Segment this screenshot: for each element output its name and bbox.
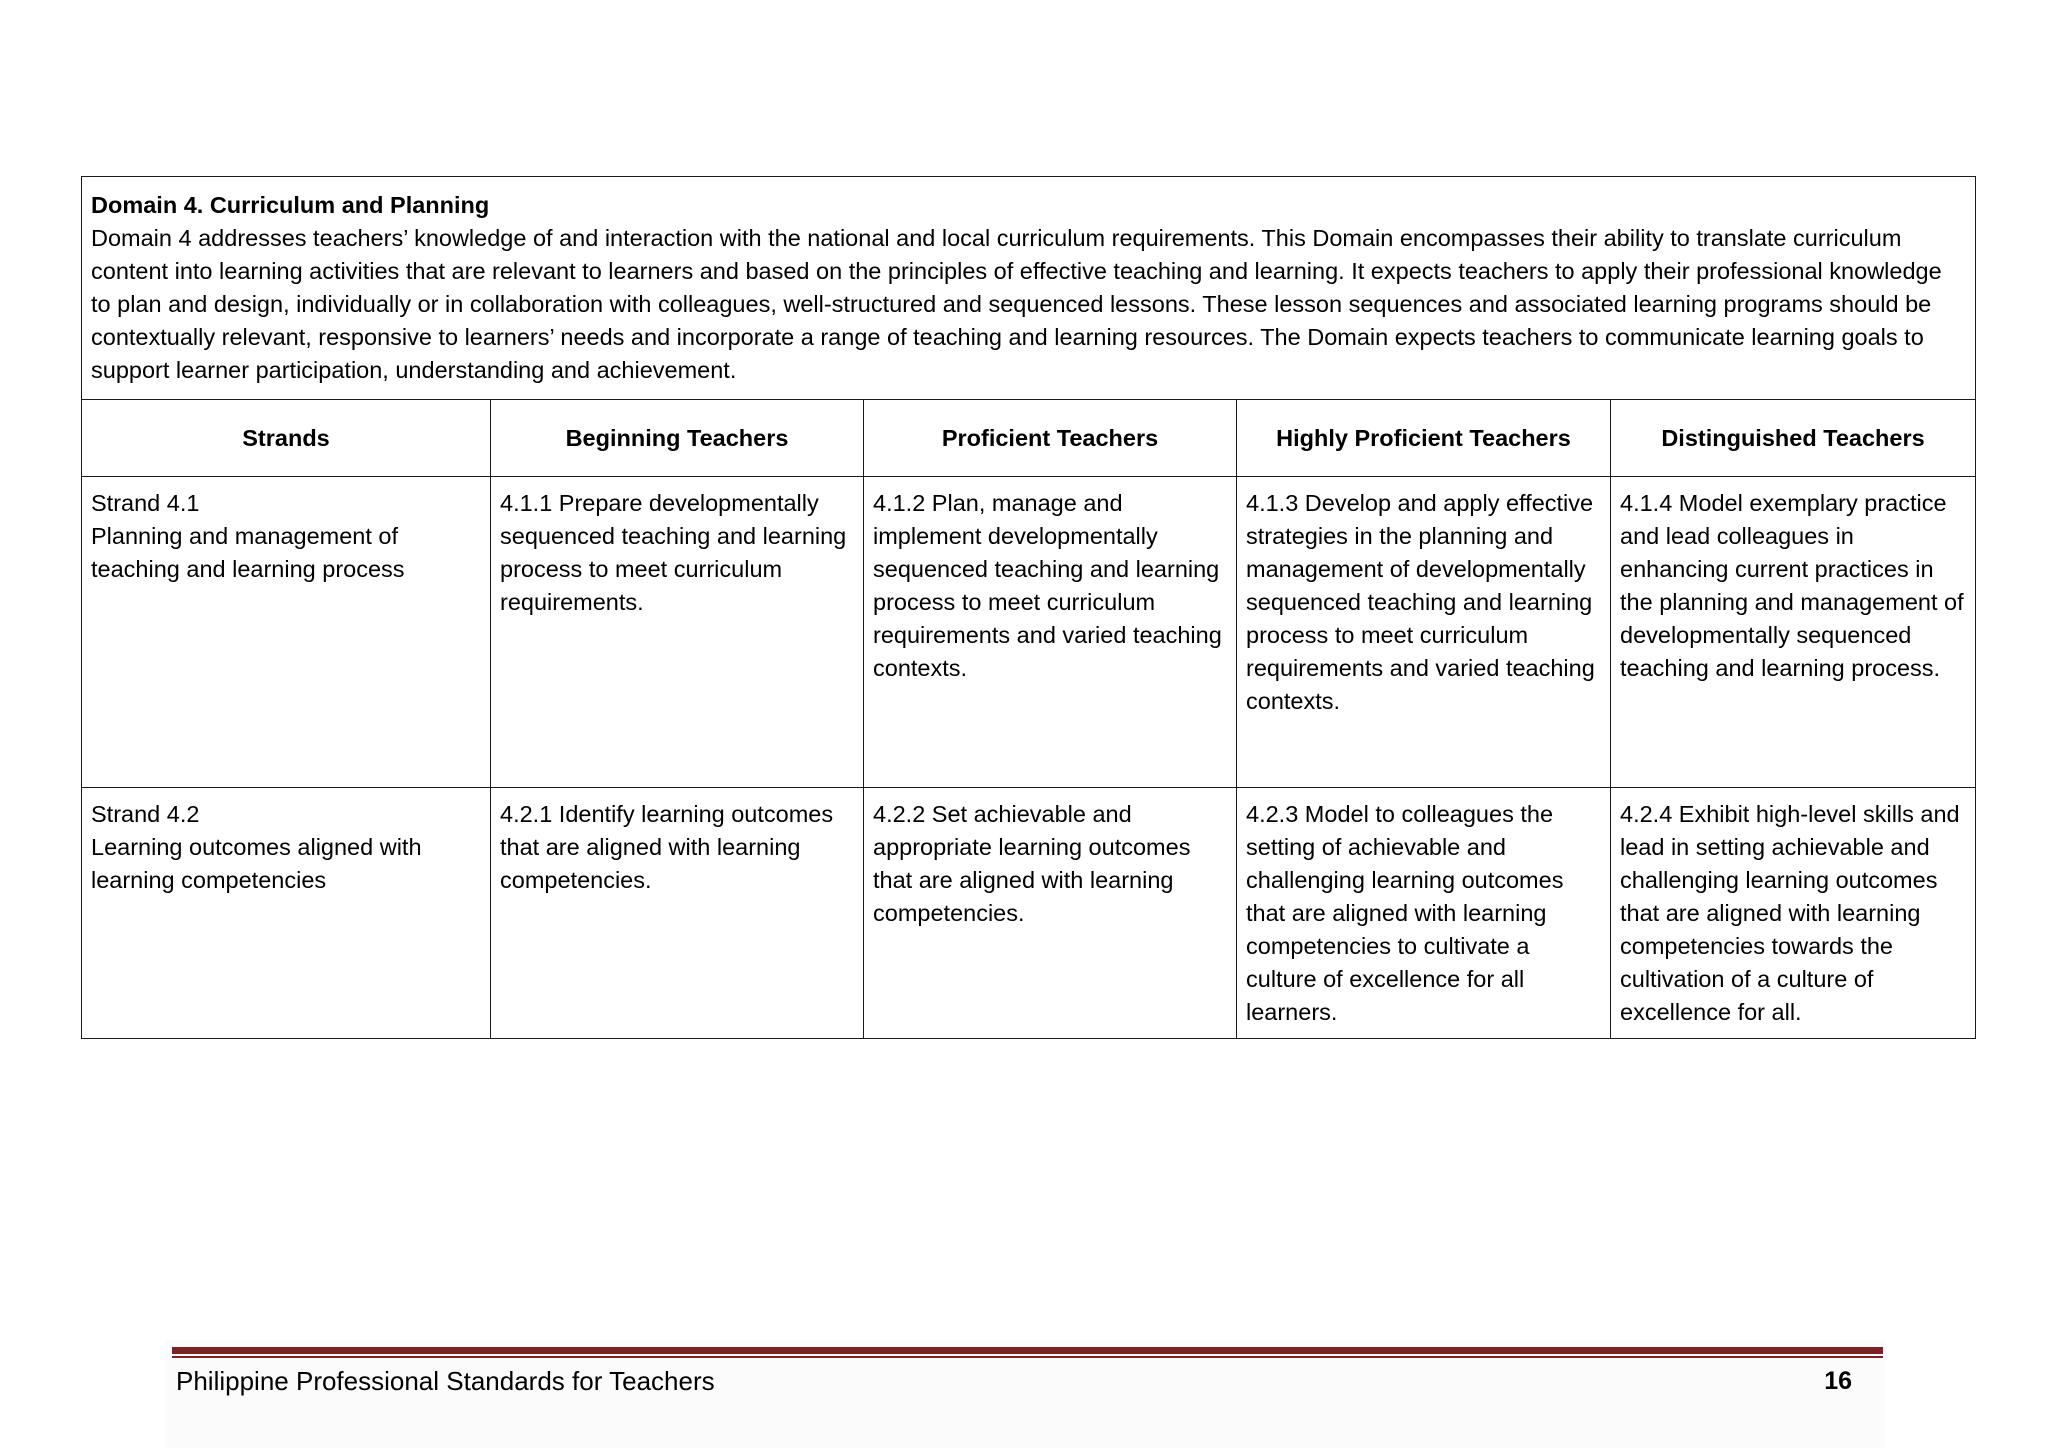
highly-proficient-cell: 4.2.3 Model to colleagues the setting of achievable and challenging learning outcomes that are aligned with learning competencies to cultivate a culture of excellence for all learners. [1237, 788, 1611, 1039]
column-header-proficient: Proficient Teachers [864, 400, 1237, 477]
domain-cell [82, 177, 1976, 400]
domain-row [82, 177, 1976, 400]
highly-proficient-cell: 4.1.3 Develop and apply effective strategies in the planning and management of developmentally sequenced teaching and learning process to meet curriculum requirements and varied teaching contexts. [1237, 477, 1611, 788]
beginning-cell: 4.2.1 Identify learning outcomes that are aligned with learning competencies. [491, 788, 864, 1039]
footer-rule [172, 1347, 1883, 1358]
column-header-highly-proficient: Highly Proficient Teachers [1237, 400, 1611, 477]
strand-title: Learning outcomes aligned with learning competencies [91, 834, 422, 893]
strand-id: Strand 4.2 [91, 801, 200, 827]
table-row [82, 477, 1976, 788]
standards-table [81, 176, 1976, 1039]
proficient-cell: 4.1.2 Plan, manage and implement developmentally sequenced teaching and learning process to meet curriculum requirements and varied teaching contexts. [864, 477, 1237, 788]
strand-cell [82, 477, 491, 788]
column-header-distinguished: Distinguished Teachers [1611, 400, 1976, 477]
proficient-cell: 4.2.2 Set achievable and appropriate learning outcomes that are aligned with learning competencies. [864, 788, 1237, 1039]
distinguished-cell: 4.2.4 Exhibit high-level skills and lead in setting achievable and challenging learning outcomes that are aligned with learning competencies towards the cultivation of a culture of excellence for all. [1611, 788, 1976, 1039]
domain-title: Domain 4. Curriculum and Planning [91, 192, 490, 218]
page-number: 16 [1824, 1367, 1852, 1395]
footer-title: Philippine Professional Standards for Teachers [176, 1366, 715, 1396]
strand-title: Planning and management of teaching and learning process [91, 523, 405, 582]
column-header-beginning: Beginning Teachers [491, 400, 864, 477]
column-header-strands: Strands [82, 400, 491, 477]
footer-rule-thin [172, 1356, 1883, 1358]
distinguished-cell: 4.1.4 Model exemplary practice and lead colleagues in enhancing current practices in the planning and management of developmentally sequenced teaching and learning process. [1611, 477, 1976, 788]
footer-rule-thick [172, 1347, 1883, 1354]
table-row [82, 788, 1976, 1039]
beginning-cell: 4.1.1 Prepare developmentally sequenced teaching and learning process to meet curriculum requirements. [491, 477, 864, 788]
column-header-row [82, 400, 1976, 477]
strand-cell [82, 788, 491, 1039]
strand-id: Strand 4.1 [91, 490, 200, 516]
domain-description: Domain 4 addresses teachers’ knowledge of and interaction with the national and local curriculum requirements. This Domain encompasses their ability to translate curriculum content into learning activities that are relevant to learners and based on the principles of effective teaching and learning. It expects teachers to apply their professional knowledge to plan and design, individually or in collaboration with colleagues, well-structured and sequenced lessons. These lesson sequences and associated learning programs should be contextually relevant, responsive to learners’ needs and incorporate a range of teaching and learning resources. The Domain expects teachers to communicate learning goals to support learner participation, understanding and achievement. [91, 225, 1942, 383]
